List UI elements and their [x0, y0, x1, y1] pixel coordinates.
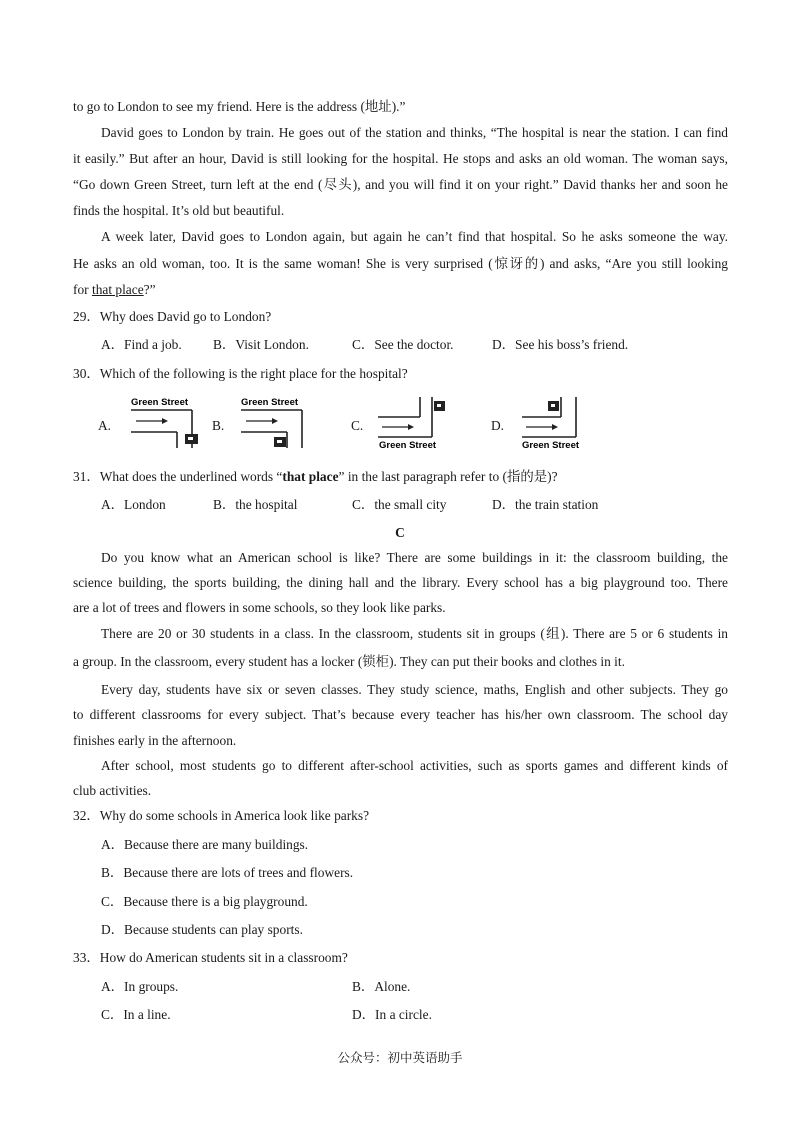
q32-option-b[interactable]: B．Because there are lots of trees and flowers.: [101, 865, 354, 880]
section-c-p1-line-3: are a lot of trees and flowers in some schools, so they look like parks.: [73, 600, 446, 615]
passage-b-p1-line-3: “Go down Green Street, turn left at the end (尽头), and you will find it on your right.” David thanks her and soon he: [73, 177, 728, 192]
q32-option-d[interactable]: D．Because students can play sports.: [101, 922, 303, 937]
green-street-label: Green Street: [241, 397, 299, 408]
passage-b-p2-line-3: [73, 282, 156, 298]
green-street-label: Green Street: [522, 440, 580, 451]
section-c-p2-line-2: a group. In the classroom, every student has a locker (锁柜). They can put their books and clothes in it.: [73, 654, 625, 669]
q31-option-c[interactable]: C．the small city: [352, 497, 447, 512]
passage-b-p2-line-1: A week later, David goes to London again, but again he can’t find that hospital. So he asks someone the way.: [101, 229, 728, 244]
q30-map-d[interactable]: [518, 393, 598, 451]
q33-option-a[interactable]: A．In groups.: [101, 979, 179, 994]
green-street-label: Green Street: [131, 397, 189, 408]
q32-stem: 32．Why do some schools in America look like parks?: [73, 808, 370, 823]
q30-stem: 30．Which of the following is the right place for the hospital?: [73, 366, 408, 381]
q30-option-b-label[interactable]: B.: [212, 418, 225, 433]
passage-b-p1-line-2: it easily.” But after an hour, David is still looking for the hospital. He stops and asks an old woman. The woman says,: [73, 151, 728, 166]
q32-option-c[interactable]: C．Because there is a big playground.: [101, 894, 308, 909]
q33-option-b[interactable]: B．Alone.: [352, 979, 411, 994]
q33-stem: 33．How do American students sit in a classroom?: [73, 950, 348, 965]
section-c-p4-line-2: club activities.: [73, 783, 152, 798]
q31-option-b[interactable]: B．the hospital: [213, 497, 298, 512]
section-c-p1-line-1: Do you know what an American school is like? There are some buildings in it: the classroom building, the: [101, 550, 728, 565]
q31-option-a[interactable]: A．London: [101, 497, 166, 512]
q29-option-a[interactable]: A．Find a job.: [101, 337, 182, 352]
q30-option-c-label[interactable]: C.: [351, 418, 364, 433]
q31-option-d[interactable]: D．the train station: [492, 497, 599, 512]
section-c-heading: C: [395, 525, 405, 540]
section-c-p1-line-2: science building, the sports building, the dining hall and the library. Every school has a big playground too. There: [73, 575, 728, 590]
section-c-p2-line-1: There are 20 or 30 students in a class. In the classroom, students sit in groups (组). There are 5 or 6 students in: [101, 626, 728, 641]
q29-stem: 29．Why does David go to London?: [73, 309, 272, 324]
underlined-that-place: that place: [91, 282, 144, 297]
section-c-p3-line-3: finishes early in the afternoon.: [73, 733, 237, 748]
passage-b-p2-line-2: He asks an old woman, too. It is the same woman! She is very surprised (惊讶的) and asks, “Are you still looking: [73, 256, 728, 271]
q31-stem-bold: that place: [282, 469, 339, 484]
section-c-p4-line-1: After school, most students go to different after-school activities, such as sports games and different kinds of: [101, 758, 728, 773]
q29-option-b[interactable]: B．Visit London.: [213, 337, 309, 352]
q30-option-a-label[interactable]: A.: [98, 418, 112, 433]
green-street-label: Green Street: [379, 440, 437, 451]
passage-b-line-0: to go to London to see my friend. Here is the address (地址).”: [73, 99, 406, 114]
passage-b-p1-line-1: David goes to London by train. He goes out of the station and thinks, “The hospital is near the station. I can find: [101, 125, 728, 140]
q31-stem-post: ” in the last paragraph refer to (指的是)?: [338, 469, 558, 484]
section-c-p3-line-2: to different classrooms for every subject. That’s because every teacher has his/her own classroom. The school day: [73, 707, 728, 722]
q29-option-d[interactable]: D．See his boss’s friend.: [492, 337, 629, 352]
q33-option-c[interactable]: C．In a line.: [101, 1007, 171, 1022]
text-for: for: [73, 282, 92, 297]
q30-option-d-label[interactable]: D.: [491, 418, 505, 433]
q30-map-a[interactable]: [122, 393, 202, 451]
q31-stem: [73, 469, 558, 485]
q31-stem-pre: 31．What does the underlined words “: [73, 469, 283, 484]
q33-option-d[interactable]: D．In a circle.: [352, 1007, 432, 1022]
text-close-quote: ?”: [143, 282, 156, 297]
q30-map-c[interactable]: [374, 393, 454, 451]
passage-b-p1-line-4: finds the hospital. It’s old but beautiful.: [73, 203, 285, 218]
q32-option-a[interactable]: A．Because there are many buildings.: [101, 837, 309, 852]
q29-option-c[interactable]: C．See the doctor.: [352, 337, 454, 352]
page-footer: 公众号：初中英语助手: [337, 1050, 463, 1065]
q30-map-b[interactable]: [236, 393, 316, 451]
section-c-p3-line-1: Every day, students have six or seven classes. They study science, maths, English and other subjects. They go: [101, 682, 728, 697]
